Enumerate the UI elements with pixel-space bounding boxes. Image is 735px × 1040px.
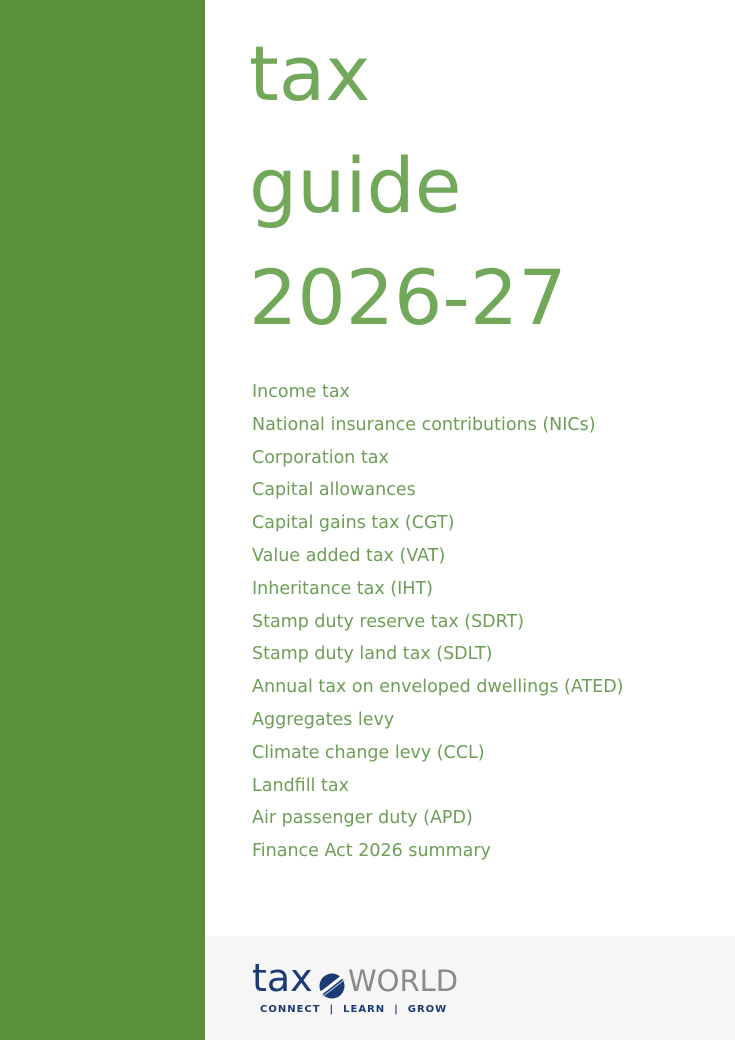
title-line-tax: tax — [249, 29, 371, 118]
contents-item: Stamp duty land tax (SDLT) — [252, 644, 493, 665]
document-title — [249, 18, 719, 354]
contents-item: Inheritance tax (IHT) — [252, 578, 433, 599]
contents-item: Income tax — [252, 382, 350, 402]
contents-list — [252, 376, 722, 868]
logo-world-text: WORLD — [348, 964, 459, 998]
contents-item: Landfill tax — [252, 775, 349, 796]
contents-item: Stamp duty reserve tax (SDRT) — [252, 611, 525, 632]
contents-item: Aggregates levy — [252, 709, 395, 730]
title-line-year: 2026-27 — [249, 253, 567, 342]
title-line-guide: guide — [249, 141, 462, 230]
contents-item: National insurance contributions (NICs) — [252, 414, 596, 435]
contents-item: Capital allowances — [252, 480, 416, 501]
contents-item: Finance Act 2026 summary — [252, 841, 491, 862]
taxworld-logo — [252, 958, 472, 1022]
logo-tagline: CONNECT | LEARN | GROW — [260, 1004, 448, 1015]
contents-item: Capital gains tax (CGT) — [252, 513, 455, 534]
contents-item: Air passenger duty (APD) — [252, 808, 473, 829]
globe-icon — [318, 972, 346, 1000]
contents-item: Corporation tax — [252, 447, 389, 468]
contents-item: Annual tax on enveloped dwellings (ATED) — [252, 677, 624, 698]
logo-tax-text: tax — [252, 956, 313, 1000]
green-side-band — [0, 0, 205, 1040]
contents-item: Climate change levy (CCL) — [252, 742, 485, 763]
footer-band — [205, 936, 735, 1040]
contents-item: Value added tax (VAT) — [252, 545, 446, 566]
